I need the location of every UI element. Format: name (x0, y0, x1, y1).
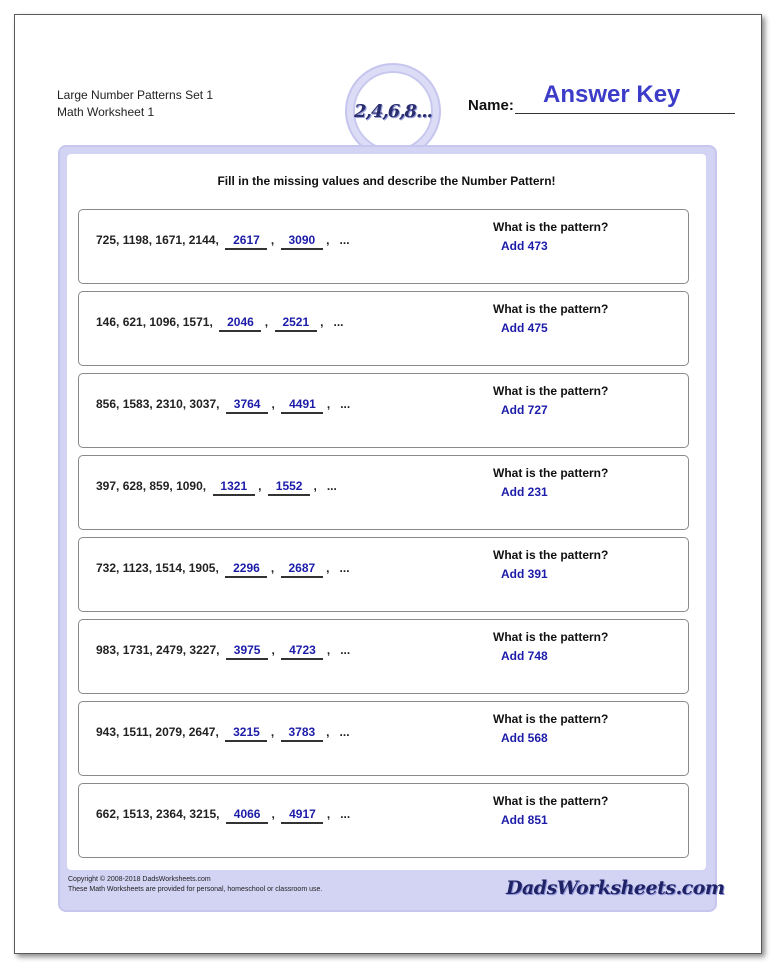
problem-box (78, 537, 689, 612)
number-sequence (96, 807, 350, 824)
pattern-question: What is the pattern? (493, 630, 609, 644)
problems-frame (58, 145, 725, 912)
pattern-answer: Add 473 (501, 239, 548, 253)
number-sequence (96, 725, 350, 742)
name-label: Name: (468, 97, 514, 114)
comma: , (326, 233, 330, 247)
comma: , (326, 725, 330, 739)
ellipsis: ... (333, 315, 344, 329)
answer-blank: 2521 (275, 315, 317, 332)
answer-blank: 3764 (226, 397, 268, 414)
pattern-question: What is the pattern? (493, 302, 609, 316)
copyright-text: Copyright © 2008-2018 DadsWorksheets.com (68, 876, 211, 883)
answer-blank: 1321 (213, 479, 255, 496)
worksheet-title: Large Number Patterns Set 1 (57, 88, 214, 102)
name-line (515, 113, 735, 114)
pattern-question: What is the pattern? (493, 794, 609, 808)
pattern-answer: Add 231 (501, 485, 548, 499)
comma: , (270, 561, 275, 575)
ellipsis: ... (339, 725, 350, 739)
given-numbers: 983, 1731, 2479, 3227, (96, 643, 220, 657)
pattern-answer: Add 475 (501, 321, 548, 335)
given-numbers: 943, 1511, 2079, 2647, (96, 725, 219, 739)
answer-blank: 4066 (226, 807, 268, 824)
ellipsis: ... (340, 643, 351, 657)
given-numbers: 732, 1123, 1514, 1905, (96, 561, 219, 575)
problem-box (78, 373, 689, 448)
ellipsis: ... (339, 561, 350, 575)
ellipsis: ... (340, 397, 351, 411)
pattern-question: What is the pattern? (493, 220, 609, 234)
pattern-logo-text: 2,4,6,8... (354, 100, 432, 122)
pattern-question: What is the pattern? (493, 548, 609, 562)
comma: , (264, 315, 269, 329)
comma: , (271, 397, 275, 411)
problem-box (78, 291, 689, 366)
answer-blank: 3783 (281, 725, 323, 742)
dadsworksheets-logo: DadsWorksheets.com (506, 877, 725, 899)
answer-blank: 4491 (281, 397, 323, 414)
number-sequence (96, 397, 350, 414)
given-numbers: 725, 1198, 1671, 2144, (96, 233, 219, 247)
problems-area (67, 154, 706, 870)
answer-blank: 3090 (281, 233, 323, 250)
comma: , (313, 479, 317, 493)
answer-blank: 2046 (219, 315, 261, 332)
number-sequence (96, 643, 350, 660)
problem-box (78, 701, 689, 776)
answer-blank: 2617 (225, 233, 267, 250)
comma: , (326, 643, 331, 657)
answer-blank: 4723 (281, 643, 323, 660)
pattern-answer: Add 727 (501, 403, 548, 417)
given-numbers: 856, 1583, 2310, 3037, (96, 397, 220, 411)
pattern-answer: Add 748 (501, 649, 548, 663)
answer-blank: 3215 (225, 725, 267, 742)
answer-blank: 2296 (225, 561, 267, 578)
number-sequence (96, 233, 350, 250)
answer-blank: 3975 (226, 643, 268, 660)
worksheet-page (14, 14, 762, 954)
answer-blank: 1552 (268, 479, 310, 496)
comma: , (320, 315, 324, 329)
worksheet-subtitle: Math Worksheet 1 (57, 105, 155, 119)
pattern-answer: Add 851 (501, 813, 548, 827)
ellipsis: ... (340, 807, 351, 821)
number-sequence (96, 561, 350, 578)
given-numbers: 662, 1513, 2364, 3215, (96, 807, 220, 821)
pattern-question: What is the pattern? (493, 384, 609, 398)
problem-box (78, 619, 689, 694)
answer-blank: 4917 (281, 807, 323, 824)
comma: , (271, 807, 275, 821)
number-sequence (96, 479, 337, 496)
pattern-answer: Add 391 (501, 567, 548, 581)
ellipsis: ... (339, 233, 350, 247)
given-numbers: 146, 621, 1096, 1571, (96, 315, 213, 329)
problem-box (78, 209, 689, 284)
instructions: Fill in the missing values and describe the Number Pattern! (217, 174, 556, 188)
pattern-question: What is the pattern? (493, 466, 609, 480)
problem-box (78, 455, 689, 530)
comma: , (258, 479, 262, 493)
pattern-answer: Add 568 (501, 731, 548, 745)
problem-box (78, 783, 689, 858)
comma: , (326, 561, 330, 575)
comma: , (326, 397, 331, 411)
number-sequence (96, 315, 344, 332)
usage-notice: These Math Worksheets are provided for personal, homeschool or classroom use. (68, 886, 323, 893)
ellipsis: ... (326, 479, 337, 493)
pattern-question: What is the pattern? (493, 712, 609, 726)
comma: , (326, 807, 331, 821)
comma: , (271, 643, 275, 657)
comma: , (270, 233, 275, 247)
header-info (57, 87, 213, 121)
given-numbers: 397, 628, 859, 1090, (96, 479, 207, 493)
footer-copyright (68, 875, 322, 895)
pattern-logo-inner (353, 71, 433, 151)
answer-blank: 2687 (281, 561, 323, 578)
comma: , (270, 725, 275, 739)
answer-key-label: Answer Key (543, 81, 681, 108)
